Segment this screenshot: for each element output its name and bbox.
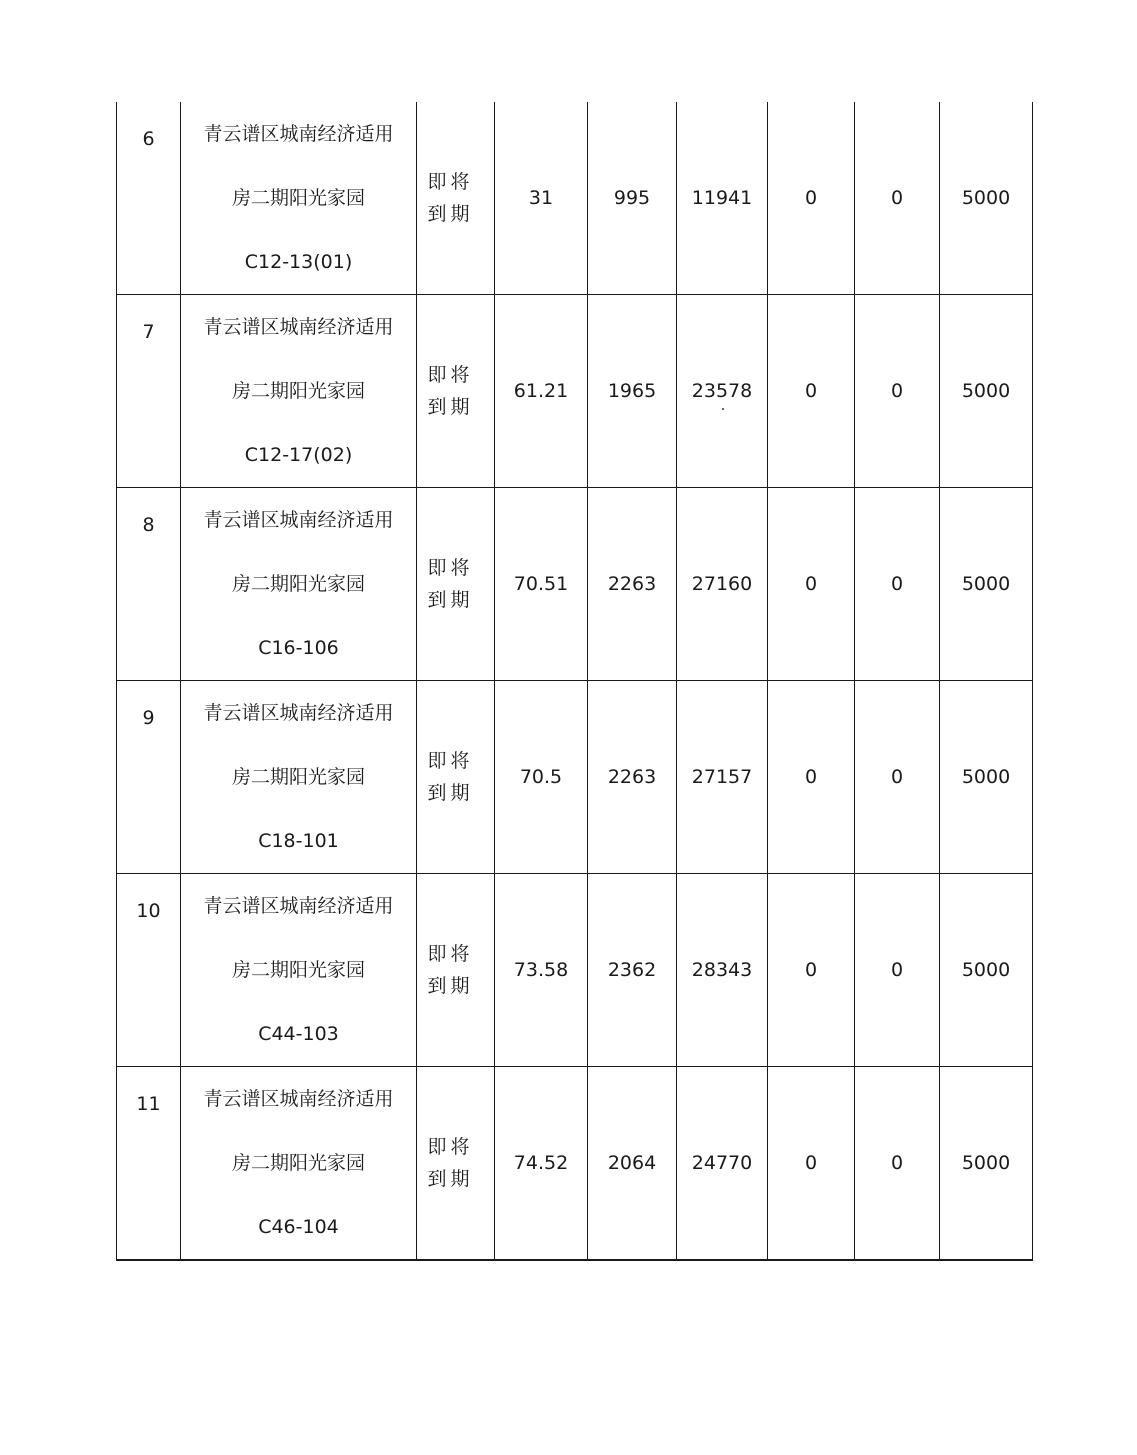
value-cell-6: 0: [768, 295, 855, 488]
value-cell-6: 0: [768, 681, 855, 874]
table-row: [117, 295, 1033, 488]
value-cell-5: [677, 1067, 768, 1261]
property-name-line: C44-103: [258, 1023, 339, 1045]
table-row: [117, 681, 1033, 874]
table-row: [117, 488, 1033, 681]
area-cell: 74.52: [495, 1067, 588, 1261]
value-cell-7: 0: [855, 488, 940, 681]
value-cell-8: 5000: [940, 681, 1033, 874]
row-number-cell: 11: [117, 1067, 181, 1261]
property-name-cell: [181, 488, 417, 681]
value-cell-7: 0: [855, 295, 940, 488]
value-cell-8: 5000: [940, 102, 1033, 295]
property-name-line: 房二期阳光家园: [231, 573, 365, 595]
property-name-cell: [181, 1067, 417, 1261]
property-name-line: 青云谱区城南经济适用: [203, 509, 394, 531]
value-cell-8: 5000: [940, 488, 1033, 681]
status-text: 即将到期: [427, 1136, 474, 1190]
value-cell-8: 5000: [940, 295, 1033, 488]
value-cell-5-text: 27157: [691, 766, 753, 788]
property-name-line: C18-101: [258, 830, 339, 852]
property-name-line: 青云谱区城南经济适用: [203, 702, 394, 724]
table-row: [117, 874, 1033, 1067]
value-cell-5: [677, 102, 768, 295]
table-body: [117, 102, 1033, 1260]
property-name-line: C16-106: [258, 637, 339, 659]
row-number-cell: 7: [117, 295, 181, 488]
value-cell-6: 0: [768, 488, 855, 681]
property-name-line: 青云谱区城南经济适用: [203, 123, 394, 145]
area-cell: 61.21: [495, 295, 588, 488]
value-cell-5-text: 28343: [691, 959, 753, 981]
status-text: 即将到期: [427, 943, 474, 997]
value-cell-4: 2263: [588, 488, 677, 681]
value-cell-6: 0: [768, 874, 855, 1067]
value-cell-4: 2064: [588, 1067, 677, 1261]
status-cell: [417, 295, 495, 488]
row-number-cell: 8: [117, 488, 181, 681]
table-row: [117, 102, 1033, 295]
value-cell-5: [677, 874, 768, 1067]
area-cell: 70.51: [495, 488, 588, 681]
value-cell-5-text: 23578: [691, 380, 753, 402]
property-name-cell: [181, 681, 417, 874]
value-cell-5: [677, 295, 768, 488]
value-cell-4: 1965: [588, 295, 677, 488]
row-number-cell: 9: [117, 681, 181, 874]
property-name-line: 房二期阳光家园: [231, 1152, 365, 1174]
status-cell: [417, 1067, 495, 1261]
value-cell-4: 2263: [588, 681, 677, 874]
property-name-line: 青云谱区城南经济适用: [203, 1088, 394, 1110]
property-name-line: 房二期阳光家园: [231, 380, 365, 402]
property-name-line: 青云谱区城南经济适用: [203, 895, 394, 917]
area-cell: 73.58: [495, 874, 588, 1067]
value-cell-8: 5000: [940, 1067, 1033, 1261]
status-cell: [417, 488, 495, 681]
status-text: 即将到期: [427, 750, 474, 804]
value-cell-4: 2362: [588, 874, 677, 1067]
value-cell-5-text: 27160: [691, 573, 753, 595]
value-cell-6: 0: [768, 1067, 855, 1261]
property-name-line: 房二期阳光家园: [231, 959, 365, 981]
value-cell-5: [677, 681, 768, 874]
value-cell-4: 995: [588, 102, 677, 295]
value-cell-8: 5000: [940, 874, 1033, 1067]
value-cell-7: 0: [855, 874, 940, 1067]
property-name-line: 青云谱区城南经济适用: [203, 316, 394, 338]
value-cell-5-text: 11941: [691, 187, 753, 209]
property-name-cell: [181, 874, 417, 1067]
value-cell-5-text: 24770: [691, 1152, 753, 1174]
value-cell-7: 0: [855, 1067, 940, 1261]
status-cell: [417, 874, 495, 1067]
property-name-line: C12-17(02): [244, 444, 353, 466]
row-number-cell: 6: [117, 102, 181, 295]
value-cell-5: [677, 488, 768, 681]
row-number-cell: 10: [117, 874, 181, 1067]
housing-table: [116, 102, 1033, 1261]
value-cell-7: 0: [855, 102, 940, 295]
property-name-line: C12-13(01): [244, 251, 353, 273]
status-cell: [417, 102, 495, 295]
property-name-line: 房二期阳光家园: [231, 766, 365, 788]
property-name-cell: [181, 295, 417, 488]
property-name-line: 房二期阳光家园: [231, 187, 365, 209]
status-text: 即将到期: [427, 557, 474, 611]
value-cell-6: 0: [768, 102, 855, 295]
status-text: 即将到期: [427, 171, 474, 225]
property-name-cell: [181, 102, 417, 295]
area-cell: 70.5: [495, 681, 588, 874]
area-cell: 31: [495, 102, 588, 295]
table-row: [117, 1067, 1033, 1261]
value-cell-7: 0: [855, 681, 940, 874]
property-name-line: C46-104: [258, 1216, 339, 1238]
status-text: 即将到期: [427, 364, 474, 418]
status-cell: [417, 681, 495, 874]
